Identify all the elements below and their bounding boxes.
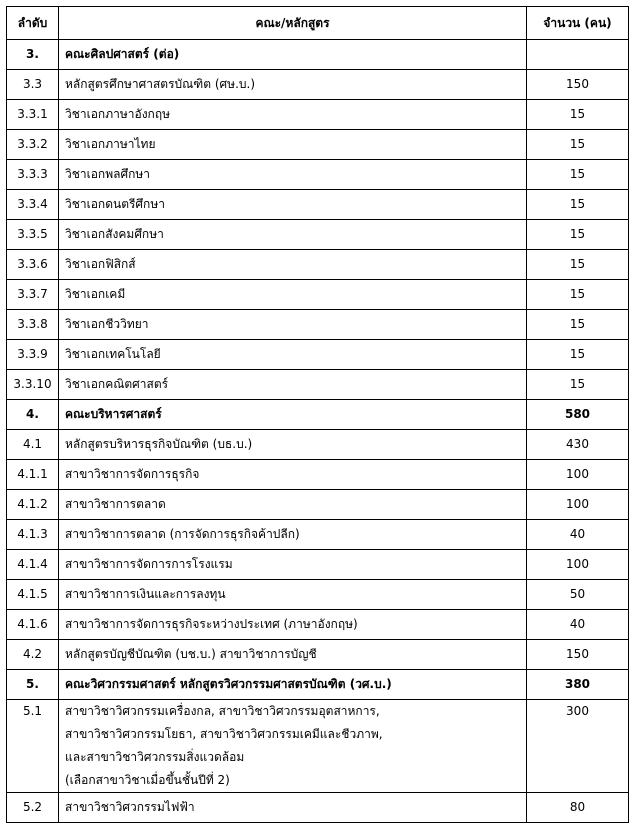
row-name-line: (เลือกสาขาวิชาเมื่อขึ้นชั้นปีที่ 2) <box>65 773 230 787</box>
row-seq: 3.3.6 <box>7 250 59 280</box>
row-name <box>59 700 527 793</box>
row-count: 15 <box>527 160 629 190</box>
table-row <box>7 370 629 400</box>
row-seq: 4.1 <box>7 430 59 460</box>
row-count: 580 <box>527 400 629 430</box>
row-count: 380 <box>527 670 629 700</box>
table-row <box>7 340 629 370</box>
row-name: วิชาเอกพลศึกษา <box>59 160 527 190</box>
row-name: วิชาเอกสังคมศึกษา <box>59 220 527 250</box>
row-seq: 3.3.9 <box>7 340 59 370</box>
row-name: วิชาเอกเทคโนโลยี <box>59 340 527 370</box>
row-name: วิชาเอกเคมี <box>59 280 527 310</box>
row-name: วิชาเอกดนตรีศึกษา <box>59 190 527 220</box>
row-count: 15 <box>527 220 629 250</box>
table-row <box>7 520 629 550</box>
row-seq: 3.3.4 <box>7 190 59 220</box>
row-seq: 3.3 <box>7 70 59 100</box>
row-seq: 4.1.1 <box>7 460 59 490</box>
table-row <box>7 400 629 430</box>
row-name: วิชาเอกคณิตศาสตร์ <box>59 370 527 400</box>
table-row <box>7 130 629 160</box>
table-row <box>7 580 629 610</box>
row-seq: 4. <box>7 400 59 430</box>
row-seq: 5.1 <box>7 700 59 793</box>
row-name: วิชาเอกภาษาอังกฤษ <box>59 100 527 130</box>
row-count: 300 <box>527 700 629 793</box>
row-seq: 4.1.4 <box>7 550 59 580</box>
row-count: 150 <box>527 70 629 100</box>
table-row <box>7 700 629 793</box>
row-name: หลักสูตรบริหารธุรกิจบัณฑิต (บธ.บ.) <box>59 430 527 460</box>
table-body <box>7 40 629 823</box>
table-row <box>7 190 629 220</box>
table-row <box>7 670 629 700</box>
row-count: 15 <box>527 310 629 340</box>
table-row <box>7 610 629 640</box>
row-seq: 5. <box>7 670 59 700</box>
row-name: สาขาวิชาการจัดการการโรงแรม <box>59 550 527 580</box>
table-row <box>7 550 629 580</box>
row-name: หลักสูตรบัญชีบัณฑิต (บช.บ.) สาขาวิชาการบัญชี <box>59 640 527 670</box>
row-name-line: สาขาวิชาวิศวกรรมเครื่องกล, สาขาวิชาวิศวกรรมอุตสาหการ, <box>65 704 380 718</box>
table-row <box>7 220 629 250</box>
row-name: สาขาวิชาการตลาด <box>59 490 527 520</box>
row-seq: 4.1.6 <box>7 610 59 640</box>
row-count: 15 <box>527 340 629 370</box>
row-seq: 4.2 <box>7 640 59 670</box>
row-count: 15 <box>527 280 629 310</box>
row-name: สาขาวิชาการเงินและการลงทุน <box>59 580 527 610</box>
table-row <box>7 310 629 340</box>
row-name: สาขาวิชาการจัดการธุรกิจ <box>59 460 527 490</box>
table-row <box>7 280 629 310</box>
row-seq: 3.3.7 <box>7 280 59 310</box>
row-name: สาขาวิชาวิศวกรรมไฟฟ้า <box>59 793 527 823</box>
row-count: 40 <box>527 520 629 550</box>
row-count: 15 <box>527 130 629 160</box>
row-name: คณะวิศวกรรมศาสตร์ หลักสูตรวิศวกรรมศาสตรบัณฑิต (วศ.บ.) <box>59 670 527 700</box>
row-seq: 3.3.5 <box>7 220 59 250</box>
row-name: สาขาวิชาการตลาด (การจัดการธุรกิจค้าปลีก) <box>59 520 527 550</box>
row-seq: 3.3.10 <box>7 370 59 400</box>
row-count: 100 <box>527 460 629 490</box>
table-row <box>7 640 629 670</box>
row-seq: 3.3.1 <box>7 100 59 130</box>
row-count: 15 <box>527 190 629 220</box>
table-row <box>7 70 629 100</box>
row-count: 150 <box>527 640 629 670</box>
row-seq: 3.3.8 <box>7 310 59 340</box>
row-name: สาขาวิชาการจัดการธุรกิจระหว่างประเทศ (ภาษาอังกฤษ) <box>59 610 527 640</box>
row-seq: 3.3.3 <box>7 160 59 190</box>
header-seq: ลำดับ <box>7 7 59 40</box>
row-count: 80 <box>527 793 629 823</box>
table-row <box>7 160 629 190</box>
row-name: วิชาเอกชีววิทยา <box>59 310 527 340</box>
row-seq: 3.3.2 <box>7 130 59 160</box>
row-seq: 4.1.2 <box>7 490 59 520</box>
table-row <box>7 40 629 70</box>
table-row <box>7 460 629 490</box>
row-count: 430 <box>527 430 629 460</box>
header-name: คณะ/หลักสูตร <box>59 7 527 40</box>
row-count: 40 <box>527 610 629 640</box>
row-count: 100 <box>527 490 629 520</box>
table-row <box>7 250 629 280</box>
row-count: 15 <box>527 100 629 130</box>
row-count: 15 <box>527 370 629 400</box>
table-row <box>7 430 629 460</box>
row-seq: 4.1.5 <box>7 580 59 610</box>
row-count: 50 <box>527 580 629 610</box>
enrollment-table <box>6 6 629 823</box>
row-count <box>527 40 629 70</box>
table-row <box>7 100 629 130</box>
table-header-row <box>7 7 629 40</box>
row-name-line: และสาขาวิชาวิศวกรรมสิ่งแวดล้อม <box>65 750 245 764</box>
row-count: 100 <box>527 550 629 580</box>
row-name-line: สาขาวิชาวิศวกรรมโยธา, สาขาวิชาวิศวกรรมเคมีและชีวภาพ, <box>65 727 383 741</box>
row-name: วิชาเอกภาษาไทย <box>59 130 527 160</box>
row-name: วิชาเอกฟิสิกส์ <box>59 250 527 280</box>
row-name: หลักสูตรศึกษาศาสตรบัณฑิต (ศษ.บ.) <box>59 70 527 100</box>
row-name: คณะศิลปศาสตร์ (ต่อ) <box>59 40 527 70</box>
table-row <box>7 793 629 823</box>
header-count: จำนวน (คน) <box>527 7 629 40</box>
table-row <box>7 490 629 520</box>
row-seq: 4.1.3 <box>7 520 59 550</box>
row-seq: 5.2 <box>7 793 59 823</box>
row-seq: 3. <box>7 40 59 70</box>
row-count: 15 <box>527 250 629 280</box>
row-name: คณะบริหารศาสตร์ <box>59 400 527 430</box>
